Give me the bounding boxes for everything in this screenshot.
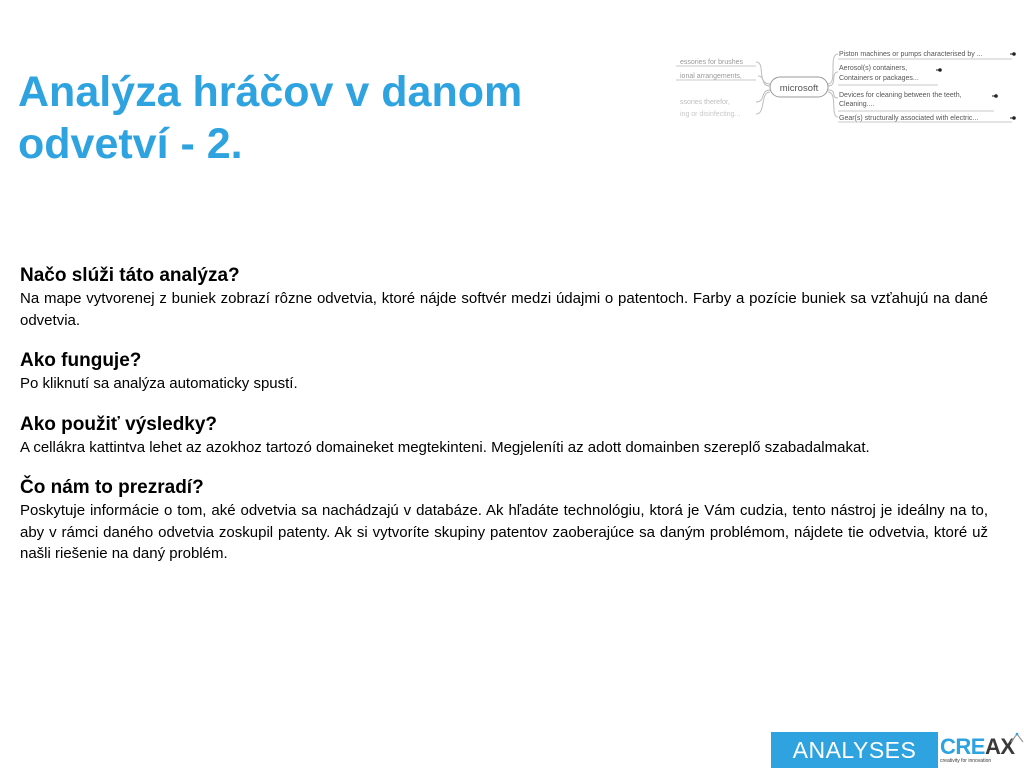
content-area [20,264,988,583]
logo-part-cre: CRE [940,734,985,759]
mindmap-right-node: Aerosol(s) containers, [839,65,908,72]
mindmap-left-node: essories for brushes [680,59,744,66]
mindmap-left-node: ing or disinfecting... [680,111,741,118]
logo-part-ax: AX [984,734,1015,759]
mindmap-right-node-line2: Containers or packages... [839,75,919,82]
section-purpose [20,264,988,331]
mindmap-left-node: ssories therefor, [680,99,730,106]
creax-logo [940,736,1024,768]
analyses-badge: ANALYSES [771,732,938,768]
section-heading: Ako použiť výsledky? [20,413,218,435]
section-body: Po kliknutí sa analýza automaticky spustí. [20,375,298,392]
mindmap-center-label: microsoft [779,83,819,94]
mindmap-left-node: ional arrangements, [680,73,742,80]
section-heading: Načo slúži táto analýza? [20,265,240,286]
slide-title [18,66,638,170]
mindmap-preview [676,40,1024,140]
section-how-it-works [20,349,988,395]
section-body: Na mape vytvorenej z buniek zobrazí rôzne odvetvia, ktoré nájde softvér medzi údajmi o patentoch. Farby a pozície buniek sa vzťahujú na dané odvetvia. [20,290,988,329]
section-body: Poskytuje informácie o tom, aké odvetvia sa nachádzajú v databáze. Ak hľadáte technológiu, ktorá je Vám cudzia, tento nástroj je ideálny na to, aby v rámci daného odvetvia zoskupil patenty. Ak si vytvoríte skupiny patentov zaoberajúce sa daným problémom, nájdete tie odvetvia, ktoré už našli riešenie na daný problém. [20,502,988,562]
section-body: A cellákra kattintva lehet az azokhoz tartozó domaineket megtekinteni. Megjeleníti az adott domainben szereplő szabadalmakat. [20,438,870,456]
section-heading: Ako funguje? [20,350,142,371]
section-heading: Čo nám to prezradí? [20,477,204,498]
mindmap-right-node: Gear(s) structurally associated with electric... [839,115,979,122]
mindmap-right-node: Piston machines or pumps characterised by ... [839,51,983,58]
logo-tagline: creativity for innovation [940,758,992,764]
mindmap-right-node-line2: Cleaning.... [839,101,875,108]
title-line-2: odvetví - 2. [18,120,243,168]
section-what-it-tells [20,476,988,565]
mindmap-graphic [676,40,1024,140]
mindmap-right-node: Devices for cleaning between the teeth, [839,92,962,99]
section-how-to-use [20,413,988,459]
logo-arrow-icon [1010,732,1024,744]
title-line-1: Analýza hráčov v danom [18,68,523,116]
